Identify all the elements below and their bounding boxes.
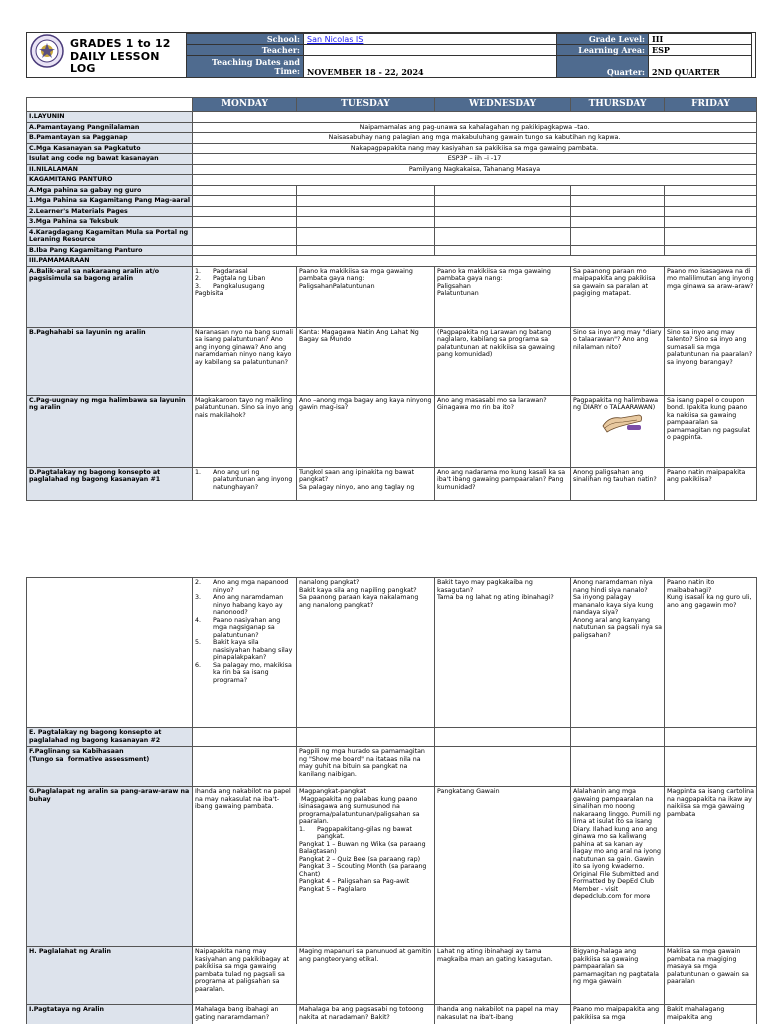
- pagtataya-monday: Mahalaga bang ibahagi an gating nararamdaman?: [193, 1005, 297, 1024]
- kasanayan-text: Nakapagpapakita nang may kasiyahan sa pakikiisa sa mga gawaing pambata.: [193, 143, 757, 154]
- area-label: Learning Area:: [557, 45, 649, 56]
- list-text: Sa palagay mo, makikisa ka rin ba sa isang programa?: [213, 661, 292, 684]
- pahina-mag-aaral-label: 1.Mga Pahina sa Kagamitang Pang Mag-aaral: [27, 196, 193, 207]
- grade-label: Grade Level:: [557, 34, 649, 45]
- list-number: 3.: [195, 594, 202, 601]
- paglalapat-wednesday: Pangkatang Gawain: [435, 787, 571, 947]
- paglalapat-label: G.Paglalapat ng aralin sa pang-araw-araw na buhay: [27, 787, 193, 947]
- paglalapat-monday: Ihanda ang nakabilot na papel na may nakasulat na iba't-ibang gawaing pambata.: [193, 787, 297, 947]
- pagtalakay-1-friday: Paano natin maipapakita ang pakikiisa?: [665, 467, 757, 500]
- paghahabi-wednesday: (Pagpapakita ng Larawan ng batang naglalaro, kabilang sa programa sa palatuntunan at nakikiisa sa gawaing pang komunidad): [435, 327, 571, 395]
- balik-aral-friday: Paano mo isasagawa na di mo malilimutan ang inyong mga ginawa sa araw-araw?: [665, 266, 757, 327]
- pagtataya-label: I.Pagtataya ng Aralin: [27, 1005, 193, 1024]
- deped-seal-icon: [30, 34, 64, 68]
- lesson-grid-page-1: [26, 97, 757, 501]
- pagtataya-friday: Bakit mahalagang maipakita ang: [665, 1005, 757, 1024]
- balik-aral-wednesday: Paano ka makikiisa sa mga gawaing pambata gaya nang: Paligsahan Palatuntunan: [435, 266, 571, 327]
- paghahabi-monday: Naranasan nyo na bang sumali sa isang palatuntunan? Ano ang inyong ginawa? Ano ang naramdaman ninyo nang kayo ay kabilang sa palatuntunan?: [193, 327, 297, 395]
- balik-aral-thursday: Sa paanong paraan mo maipapakita ang pakikiisa sa gawain sa paralan at pagiging matapat.: [571, 266, 665, 327]
- pamamaraan-label: III.PAMAMARAAN: [27, 256, 193, 267]
- paglinang-tuesday: Pagpili ng mga hurado sa pamamagitan ng "Show me board" na itataas nila na may guhit na bituin sa pangkat na kanilang naibigan.: [297, 747, 435, 787]
- list-text: Pangkalusugang: [213, 282, 265, 290]
- pag-uugnay-thursday: [571, 395, 665, 467]
- pagtalakay-1-tuesday: Tungkol saan ang ipinakita ng bawat pangkat? Sa palagay ninyo, ano ang taglay ng: [297, 467, 435, 500]
- paghahabi-tuesday: Kanta: Magagawa Natin Ang Lahat Ng Bagay sa Mundo: [297, 327, 435, 395]
- balik-aral-monday-tail: Pagbisita: [195, 290, 224, 297]
- iba-pang-kagamitan-label: B.Iba Pang Kagamitang Panturo: [27, 245, 193, 256]
- paglalahat-wednesday: Lahat ng ating ibinahagi ay tama magkaiba man an gating kasagutan.: [435, 947, 571, 1005]
- kasanayan-label: C.Mga Kasanayan sa Pagkatuto: [27, 143, 193, 154]
- list-text: Ano ang mga napanood ninyo?: [213, 579, 289, 594]
- pamantayan-sa-pagganap-label: B.Pamantayan sa Pagganap: [27, 133, 193, 144]
- list-number: 2.: [195, 275, 202, 282]
- quarter-label: Quarter:: [557, 56, 649, 78]
- pagtataya-tuesday: Mahalaga ba ang pagsasabi ng totoong nakita at naradaman? Bakit?: [297, 1005, 435, 1024]
- day-wednesday: WEDNESDAY: [435, 98, 571, 112]
- paglalapat-friday: Magpinta sa isang cartolina na nagpapakita na ikaw ay naikiisa sa mga gawaing pambata: [665, 787, 757, 947]
- gabay-ng-guro-label: A.Mga pahina sa gabay ng guro: [27, 185, 193, 196]
- pagtalakay-1-friday-continued: Paano natin ito maibabahagi? Kung isasali ka ng guro uli, ano ang gagawin mo?: [665, 578, 757, 728]
- paglinang-label: F.Paglinang sa Kabihasaan (Tungo sa formative assessment): [27, 747, 193, 787]
- list-text: Pagdarasal: [213, 267, 248, 275]
- pagtalakay-1-monday: [193, 467, 297, 500]
- list-number: 2.: [195, 579, 202, 586]
- corner-cell: [27, 98, 193, 112]
- header-meta-table: [186, 33, 752, 78]
- pag-uugnay-wednesday: Ano ang masasabi mo sa larawan? Ginagawa mo rin ba ito?: [435, 395, 571, 467]
- pagtataya-thursday: Paano mo maipapakita ang pakikiisa sa mga: [571, 1005, 665, 1024]
- grade-value: III: [649, 34, 752, 45]
- paglalahat-thursday: Bigyang-halaga ang pakikiisa sa gawaing pampaaralan sa pamamagitan ng pagtatala ng mga gawain: [571, 947, 665, 1005]
- paglalahat-tuesday: Maging mapanuri sa panunuod at gamitin ang pangteoryang etikal.: [297, 947, 435, 1005]
- pagtalakay-2-label: E. Pagtalakay ng bagong konsepto at paglalahad ng bagong kasanayan #2: [27, 728, 193, 747]
- day-tuesday: TUESDAY: [297, 98, 435, 112]
- dates-label-line-1: Teaching Dates and: [211, 56, 300, 67]
- paglalapat-thursday: Alalahanin ang mga gawaing pampaaralan na sinalihan mo noong nakaraang linggo. Pumili ng lima at isulat ito sa isang Diary. Ilahad kung ano ang ginawa mo sa kaliwang pahina at sa kanan ay ilagay mo ang aral na iyong natutunan sa gain. Gawin ito sa iyong kwaderno. Original File Submitted and Formatted by DepEd Club Member - visit depedclub.com for more: [571, 787, 665, 947]
- pagtataya-wednesday: Ihanda ang nakabilot na papel na may nakasulat na iba't-ibang: [435, 1005, 571, 1024]
- log-title-line-3: LOG: [70, 62, 96, 75]
- pagtalakay-1-thursday: Anong paligsahan ang sinalihan ng tauhan natin?: [571, 467, 665, 500]
- karagdagang-kagamitan-label: 4.Karagdagang Kagamitan Mula sa Portal ng Leraning Resource: [27, 227, 193, 245]
- dates-label: [187, 56, 304, 78]
- pag-uugnay-tuesday: Ano –anong mga bagay ang kaya ninyong gawin mag-isa?: [297, 395, 435, 467]
- teacher-value: [304, 45, 557, 56]
- quarter-value-text: 2ND QUARTER: [652, 67, 720, 77]
- balik-aral-tuesday: Paano ka makikiisa sa mga gawaing pambata gaya nang: PaligsahanPalatuntunan: [297, 266, 435, 327]
- pag-uugnay-label: C.Pag-uugnay ng mga halimbawa sa layunin ng aralin: [27, 395, 193, 467]
- list-text: Pagtala ng Liban: [213, 275, 266, 282]
- layunin-label: I.LAYUNIN: [27, 112, 193, 123]
- log-title-line-2: DAILY LESSON: [70, 49, 160, 63]
- pagtalakay-1-wednesday-continued: Bakit tayo may pagkakaiba ng kasagutan? Tama ba ng lahat ng ating ibinahagi?: [435, 578, 571, 728]
- paglalahat-label: H. Paglalahat ng Aralin: [27, 947, 193, 1005]
- log-title: [70, 38, 171, 76]
- day-friday: FRIDAY: [665, 98, 757, 112]
- balik-aral-label: A.Balik-aral sa nakaraang aralin at/o pagsisimula sa bagong aralin: [27, 266, 193, 327]
- school-label: School:: [187, 34, 304, 45]
- pagtalakay-1-label: D.Pagtalakay ng bagong konsepto at paglalahad ng bagong kasanayan #1: [27, 467, 193, 500]
- list-number: 1.: [195, 468, 202, 476]
- paghahabi-label: B.Paghahabi sa layunin ng aralin: [27, 327, 193, 395]
- pagtalakay-1-tuesday-continued: nanalong pangkat? Bakit kaya sila ang napiling pangkat? Sa paanong paraan kaya nakalamang ang nanalong pangkat?: [297, 578, 435, 728]
- paghahabi-friday: Sino sa inyo ang may talento? Sino sa inyo ang sumasali sa mga palatuntunan na paaralan?sa inyong barangay?: [665, 327, 757, 395]
- list-text: Pagpapakitang-gilas ng bawat pangkat.: [317, 825, 413, 840]
- pamantayan-sa-pagganap-text: Naisasabuhay nang palagian ang mga makabuluhang gawain tungo sa kabutihan ng kapwa.: [193, 133, 757, 144]
- pamantayang-pangnilalaman-label: A.Pamantayang Pangnilalaman: [27, 122, 193, 133]
- diary-scroll-icon: [599, 412, 645, 434]
- paglalapat-tuesday-groups: Pangkat 1 – Buwan ng Wika (sa paraang Balagtasan) Pangkat 2 – Quiz Bee (sa paraang rap) Pangkat 3 – Scouting Month (sa paraang Chant) Pangkat 4 – Paligsahan sa Pag-awit Pangkat 5 – Paglalaro: [299, 840, 427, 893]
- list-number: 5.: [195, 639, 202, 646]
- school-value-link[interactable]: San Nicolas IS: [307, 34, 364, 44]
- kagamitang-panturo-label: KAGAMITANG PANTURO: [27, 175, 193, 186]
- code-label: Isulat ang code ng bawat kasanayan: [27, 154, 193, 165]
- pagtalakay-1-wednesday: Ano ang nadarama mo kung kasali ka sa iba't ibang gawaing pampaaralan? Pang kumunidad?: [435, 467, 571, 500]
- balik-aral-monday: [193, 266, 297, 327]
- list-number: 4.: [195, 616, 202, 624]
- paglalahat-monday: Naipapakita nang may kasiyahan ang pakikibagay at pakikiisa sa mga gawaing pambata tulad ng pagsali sa programa at paligsahan sa paaralan.: [193, 947, 297, 1005]
- nilalaman-text: Pamilyang Nagkakaisa, Tahanang Masaya: [193, 164, 757, 175]
- teksbuk-label: 3.Mga Pahina sa Teksbuk: [27, 217, 193, 228]
- pag-uugnay-thursday-text: Pagpapakita ng halimbawa ng DIARY o TALAARAWAN): [573, 396, 659, 411]
- area-value: ESP: [649, 45, 752, 56]
- nilalaman-label: II.NILALAMAN: [27, 164, 193, 175]
- dates-value: NOVEMBER 18 - 22, 2024: [304, 56, 557, 78]
- log-title-line-1: GRADES 1 to 12: [70, 37, 171, 50]
- list-text: Bakit kaya sila nasisiyahan habang silay pinapalakpakan?: [213, 639, 293, 661]
- teacher-label: Teacher:: [187, 45, 304, 56]
- dates-label-line-2: Time:: [274, 65, 300, 76]
- paglalapat-tuesday: [297, 787, 435, 947]
- list-number: 3.: [195, 282, 202, 290]
- pag-uugnay-friday: Sa isang papel o coupon bond. Ipakita kung paano ka nakiisa sa gawaing pampaaralan sa pamamagitan ng pagsulat o pagpinta.: [665, 395, 757, 467]
- list-text: Ano ang naramdaman ninyo habang kayo ay nanonood?: [213, 594, 284, 616]
- list-number: 6.: [195, 661, 202, 669]
- pagtalakay-1-thursday-continued: Anong naramdaman niya nang hindi siya nanalo? Sa inyong palagay mananalo kaya siya kung nandaya siya? Anong aral ang kanyang natutunan sa pagsali nya sa paligsahan?: [571, 578, 665, 728]
- paglalahat-friday: Makiisa sa mga gawain pambata na magiging masaya sa mga palatuntunan o gawain sa paaralan: [665, 947, 757, 1005]
- list-text: Paano nasiyahan ang mga nagsiganap sa palatuntunan?: [213, 616, 281, 639]
- pagtalakay-1-continued-label: [27, 578, 193, 728]
- quarter-value: [649, 56, 752, 78]
- list-number: 1.: [195, 267, 202, 275]
- pag-uugnay-monday: Magkakaroon tayo ng maikling palatuntunan. Sino sa inyo ang nais makilahok?: [193, 395, 297, 467]
- day-monday: MONDAY: [193, 98, 297, 112]
- paghahabi-thursday: Sino sa inyo ang may "diary o talaarawan"? Ano ang nilalaman nito?: [571, 327, 665, 395]
- lesson-grid-page-2: [26, 577, 757, 1024]
- learners-materials-label: 2.Learner's Materials Pages: [27, 206, 193, 217]
- list-number: 1.: [299, 825, 306, 833]
- list-text: Ano ang uri ng palatuntunan ang inyong natunghayan?: [213, 468, 293, 491]
- pamantayang-pangnilalaman-text: Naipamamalas ang pag-unawa sa kahalagahan ng pakikipagkapwa –tao.: [193, 122, 757, 133]
- day-thursday: THURSDAY: [571, 98, 665, 112]
- code-text: ESP3P – iih –i -17: [193, 154, 757, 165]
- paglalapat-tuesday-intro: Magpangkat-pangkat Magpapakita ng palabas kung paano isinasagawa ang sumusunod na programa/palatuntunan/paligsahan sa paaralan.: [299, 788, 420, 825]
- pagtalakay-1-monday-continued: [193, 578, 297, 728]
